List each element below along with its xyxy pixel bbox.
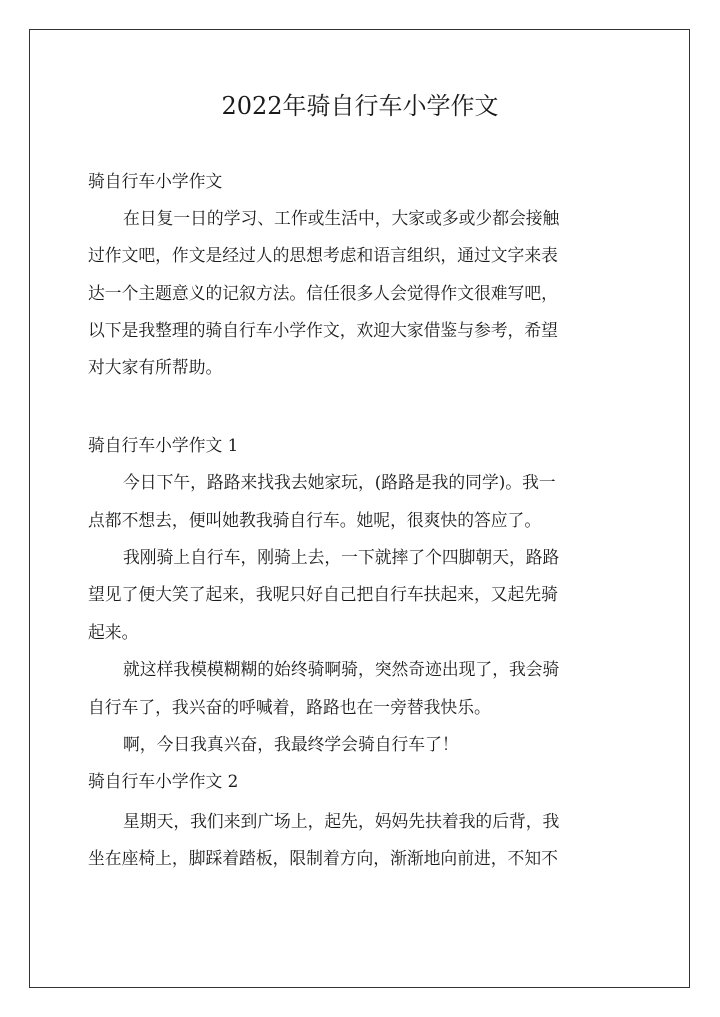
intro-line: 过作文吧，作文是经过人的思想考虑和语言组织，通过文字来表 — [88, 245, 558, 265]
essay1-heading: 骑自行车小学作文 1 — [88, 435, 239, 455]
essay1-line: 点都不想去，便叫她教我骑自行车。她呢，很爽快的答应了。 — [88, 510, 542, 530]
essay1-line: 就这样我模模糊糊的始终骑啊骑，突然奇迹出现了，我会骑 — [123, 659, 560, 679]
intro-line: 达一个主题意义的记叙方法。信任很多人会觉得作文很难写吧， — [88, 283, 558, 303]
essay1-line: 自行车了，我兴奋的呼喊着，路路也在一旁替我快乐。 — [88, 697, 491, 717]
essay1-line: 望见了便大笑了起来，我呢只好自己把自行车扶起来，又起先骑 — [88, 584, 558, 604]
intro-line: 对大家有所帮助。 — [88, 357, 223, 377]
essay2-line: 坐在座椅上，脚踩着踏板，限制着方向，渐渐地向前进，不知不 — [88, 848, 558, 868]
intro-line: 以下是我整理的骑自行车小学作文，欢迎大家借鉴与参考，希望 — [88, 320, 558, 340]
document-title: 2022年骑自行车小学作文 — [221, 92, 499, 120]
intro-heading: 骑自行车小学作文 — [88, 171, 223, 191]
essay1-line: 起来。 — [88, 622, 139, 642]
essay1-line: 啊，今日我真兴奋，我最终学会骑自行车了！ — [123, 734, 459, 754]
intro-line: 在日复一日的学习、工作或生活中，大家或多或少都会接触 — [123, 208, 560, 228]
essay2-line: 星期天，我们来到广场上，起先，妈妈先扶着我的后背，我 — [123, 811, 560, 831]
essay1-line: 今日下午，路路来找我去她家玩，(路路是我的同学)。我一 — [123, 472, 556, 492]
essay1-line: 我刚骑上自行车，刚骑上去，一下就摔了个四脚朝天，路路 — [123, 547, 560, 567]
essay2-heading: 骑自行车小学作文 2 — [88, 771, 239, 791]
